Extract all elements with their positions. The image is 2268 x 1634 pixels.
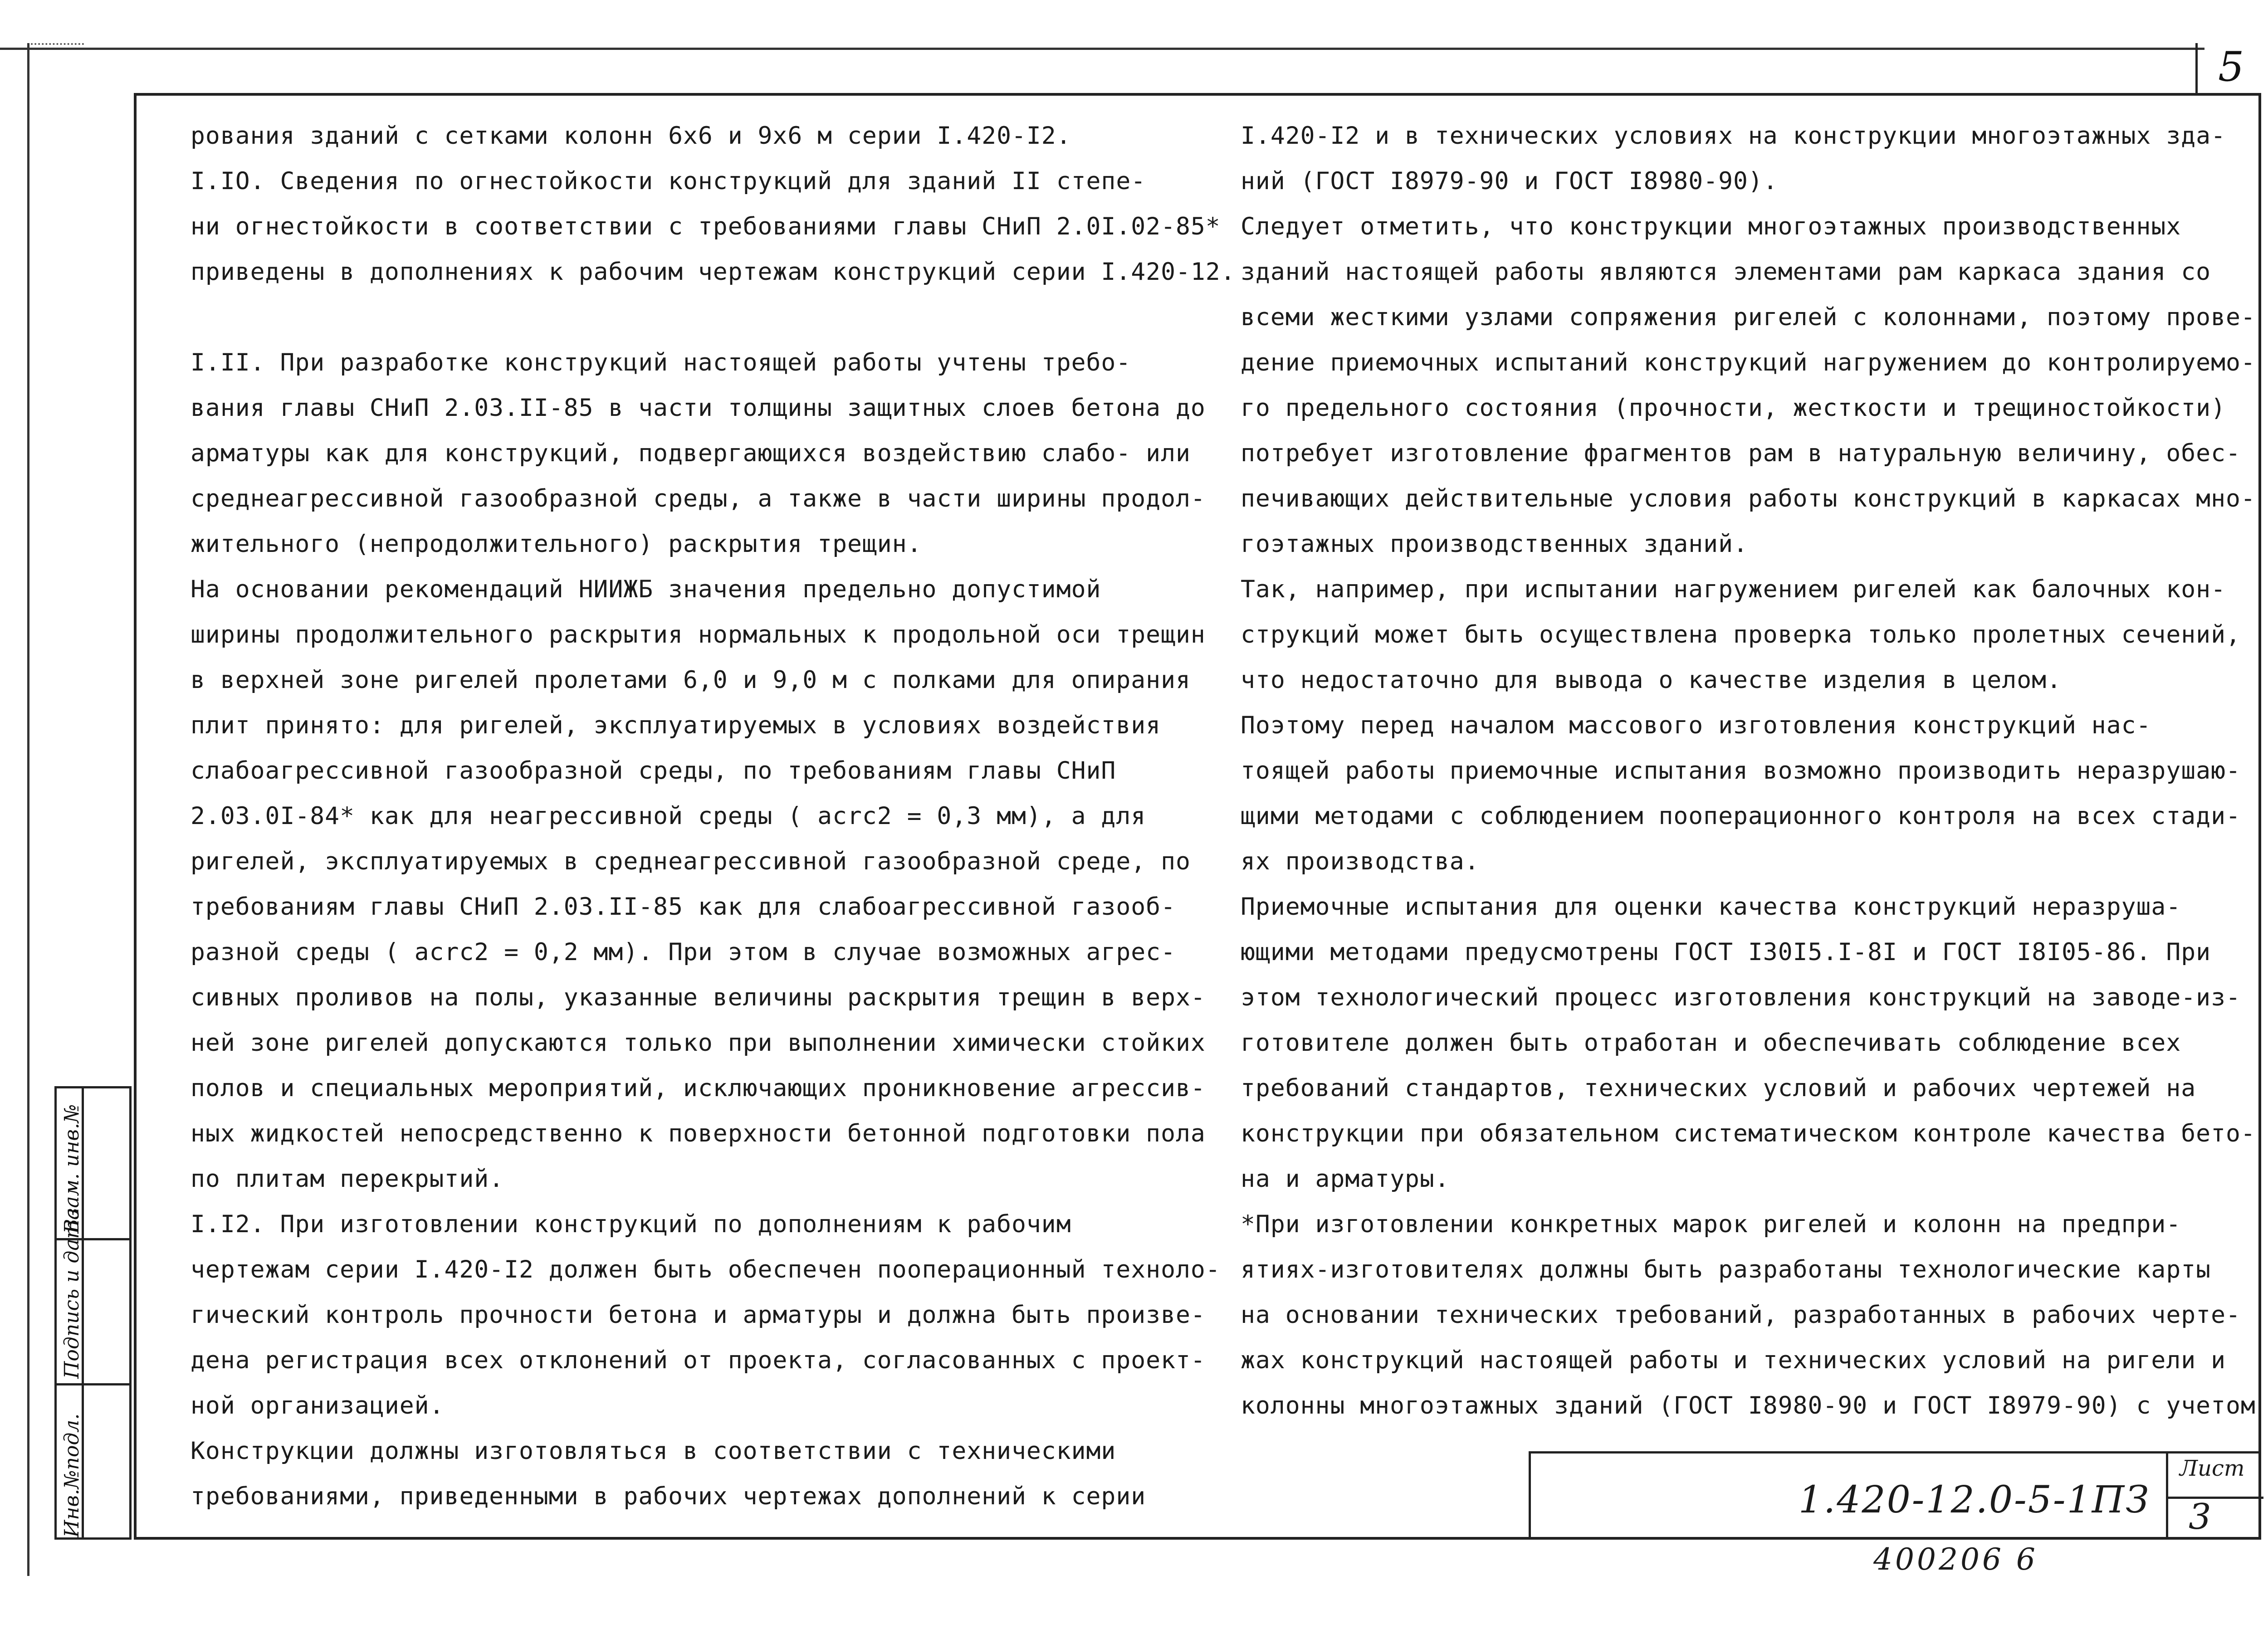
text-line: ширины продолжительного раскрытия нормальных к продольной оси трещин bbox=[191, 621, 1206, 649]
stamp-signature-date-label: Подпись и дата bbox=[60, 1208, 83, 1379]
text-line: ющими методами предусмотрены ГОСТ I30I5.I-8I и ГОСТ I8I05-86. При bbox=[1241, 938, 2211, 966]
text-line: по плитам перекрытий. bbox=[191, 1165, 504, 1193]
sheet-number: 3 bbox=[2189, 1497, 2211, 1537]
text-line: Поэтому перед началом массового изготовления конструкций нас- bbox=[1241, 712, 2151, 739]
text-line: I.II. При разработке конструкций настоящей работы учтены требо- bbox=[191, 349, 1131, 376]
text-line: слабоагрессивной газообразной среды, по требованиям главы СНиП bbox=[191, 757, 1116, 785]
text-line: конструкции при обязательном систематическом контроле качества бето- bbox=[1241, 1120, 2256, 1147]
text-line: разной среды ( acrc2 = 0,2 мм). При этом в случае возможных агрес- bbox=[191, 938, 1176, 966]
text-line: колонны многоэтажных зданий (ГОСТ I8980-90 и ГОСТ I8979-90) с учетом bbox=[1241, 1392, 2256, 1419]
text-line bbox=[191, 295, 1211, 340]
text-line: Приемочные испытания для оценки качества конструкций неразруша- bbox=[1241, 893, 2181, 921]
left-text-column bbox=[191, 113, 1236, 1519]
text-line: плит принято: для ригелей, эксплуатируемых в условиях воздействия bbox=[191, 712, 1161, 739]
text-line: сивных проливов на полы, указанные величины раскрытия трещин в верх- bbox=[191, 984, 1206, 1011]
text-line: приведены в дополнениях к рабочим чертежам конструкций серии I.420-12. bbox=[191, 258, 1236, 286]
document-code: 1.420-12.0-5-1ПЗ bbox=[1799, 1478, 2151, 1522]
text-line: ной организацией. bbox=[191, 1392, 445, 1419]
text-line: этом технологический процесс изготовления конструкций на заводе-из- bbox=[1241, 984, 2241, 1011]
text-line: жах конструкций настоящей работы и технических условий на ригели и bbox=[1241, 1346, 2226, 1374]
text-line: 2.03.0I-84* как для неагрессивной среды ( acrc2 = 0,3 мм), а для bbox=[191, 802, 1146, 830]
text-line: ятиях-изготовителях должны быть разработаны технологические карты bbox=[1241, 1256, 2211, 1283]
text-line: ных жидкостей непосредственно к поверхности бетонной подготовки пола bbox=[191, 1120, 1206, 1147]
text-line: гоэтажных производственных зданий. bbox=[1241, 530, 1748, 558]
text-line: потребует изготовление фрагментов рам в натуральную величину, обес- bbox=[1241, 439, 2241, 467]
text-line: жительного (непродолжительного) раскрытия трещин. bbox=[191, 530, 922, 558]
text-line: на основании технических требований, разработанных в рабочих черте- bbox=[1241, 1301, 2241, 1329]
text-line: чертежам серии I.420-I2 должен быть обеспечен пооперационный техноло- bbox=[191, 1256, 1221, 1283]
approval-stamp bbox=[54, 1086, 132, 1540]
text-line: I.420-I2 и в технических условиях на конструкции многоэтажных зда- bbox=[1241, 122, 2226, 150]
text-line: Так, например, при испытании нагружением ригелей как балочных кон- bbox=[1241, 576, 2226, 603]
sheet-label: Лист bbox=[2180, 1456, 2245, 1481]
text-line: *При изготовлении конкретных марок ригелей и колонн на предпри- bbox=[1241, 1210, 2181, 1238]
title-block-sheet-line bbox=[2166, 1497, 2263, 1499]
text-line: арматуры как для конструкций, подвергающихся воздействию слабо- или bbox=[191, 439, 1191, 467]
text-line: вания главы СНиП 2.03.II-85 в части толщины защитных слоев бетона до bbox=[191, 394, 1206, 422]
text-line: требований стандартов, технических условий и рабочих чертежей на bbox=[1241, 1074, 2196, 1102]
text-line: на и арматуры. bbox=[1241, 1165, 1450, 1193]
text-line: I.IO. Сведения по огнестойкости конструкций для зданий II степе- bbox=[191, 167, 1146, 195]
text-line: гический контроль прочности бетона и арматуры и должна быть произве- bbox=[191, 1301, 1206, 1329]
text-line: ни огнестойкости в соответствии с требованиями главы СНиП 2.0I.02-85* bbox=[191, 213, 1221, 240]
text-line: требованиями, приведенными в рабочих чертежах дополнений к серии bbox=[191, 1483, 1146, 1510]
stamp-row-divider bbox=[57, 1383, 129, 1385]
text-line: ях производства. bbox=[1241, 848, 1480, 875]
text-line: дение приемочных испытаний конструкций нагружением до контролируемо- bbox=[1241, 349, 2256, 376]
text-line: среднеагрессивной газообразной среды, а также в части ширины продол- bbox=[191, 485, 1206, 512]
text-line: щими методами с соблюдением пооперационного контроля на всех стади- bbox=[1241, 802, 2241, 830]
text-line: тоящей работы приемочные испытания возможно производить неразрушаю- bbox=[1241, 757, 2241, 785]
right-text-column bbox=[1241, 113, 2256, 1429]
stamp-inv-orig-label: Инв.№подл. bbox=[60, 1413, 83, 1537]
text-line: печивающих действительные условия работы конструкций в каркасах мно- bbox=[1241, 485, 2256, 512]
text-line: На основании рекомендаций НИИЖБ значения предельно допустимой bbox=[191, 576, 1101, 603]
text-line: рования зданий с сетками колонн 6х6 и 9х6 м серии I.420-I2. bbox=[191, 122, 1071, 150]
text-line: готовителе должен быть отработан и обеспечивать соблюдение всех bbox=[1241, 1029, 2181, 1057]
text-line: го предельного состояния (прочности, жесткости и трещиностойкости) bbox=[1241, 394, 2226, 422]
text-line: всеми жесткими узлами сопряжения ригелей с колоннами, поэтому прове- bbox=[1241, 303, 2256, 331]
text-line: дена регистрация всех отклонений от проекта, согласованных с проект- bbox=[191, 1346, 1206, 1374]
text-line: в верхней зоне ригелей пролетами 6,0 и 9,0 м с полками для опирания bbox=[191, 666, 1191, 694]
text-line: требованиям главы СНиП 2.03.II-85 как для слабоагрессивной газооб- bbox=[191, 893, 1176, 921]
text-line: ригелей, эксплуатируемых в среднеагрессивной газообразной среде, по bbox=[191, 848, 1191, 875]
title-block bbox=[1529, 1451, 2261, 1540]
text-line: ней зоне ригелей допускаются только при выполнении химически стойких bbox=[191, 1029, 1206, 1057]
page-number: 5 bbox=[2218, 43, 2244, 91]
stamp-replaced-inv-label: Взам. инв.№ bbox=[60, 1104, 83, 1234]
inventory-number: 400206 6 bbox=[1873, 1542, 2038, 1577]
page-number-box bbox=[2195, 43, 2268, 93]
text-line: I.I2. При изготовлении конструкций по дополнениям к рабочим bbox=[191, 1210, 1071, 1238]
text-line: струкций может быть осуществлена проверка только пролетных сечений, bbox=[1241, 621, 2241, 649]
text-line: зданий настоящей работы являются элементами рам каркаса здания со bbox=[1241, 258, 2211, 286]
text-line: Конструкции должны изготовляться в соответствии с техническими bbox=[191, 1437, 1116, 1465]
text-line: Следует отметить, что конструкции многоэтажных производственных bbox=[1241, 213, 2181, 240]
text-line: ний (ГОСТ I8979-90 и ГОСТ I8980-90). bbox=[1241, 167, 1778, 195]
text-line: что недостаточно для вывода о качестве изделия в целом. bbox=[1241, 666, 2062, 694]
text-line: полов и специальных мероприятий, исключающих проникновение агрессив- bbox=[191, 1074, 1206, 1102]
